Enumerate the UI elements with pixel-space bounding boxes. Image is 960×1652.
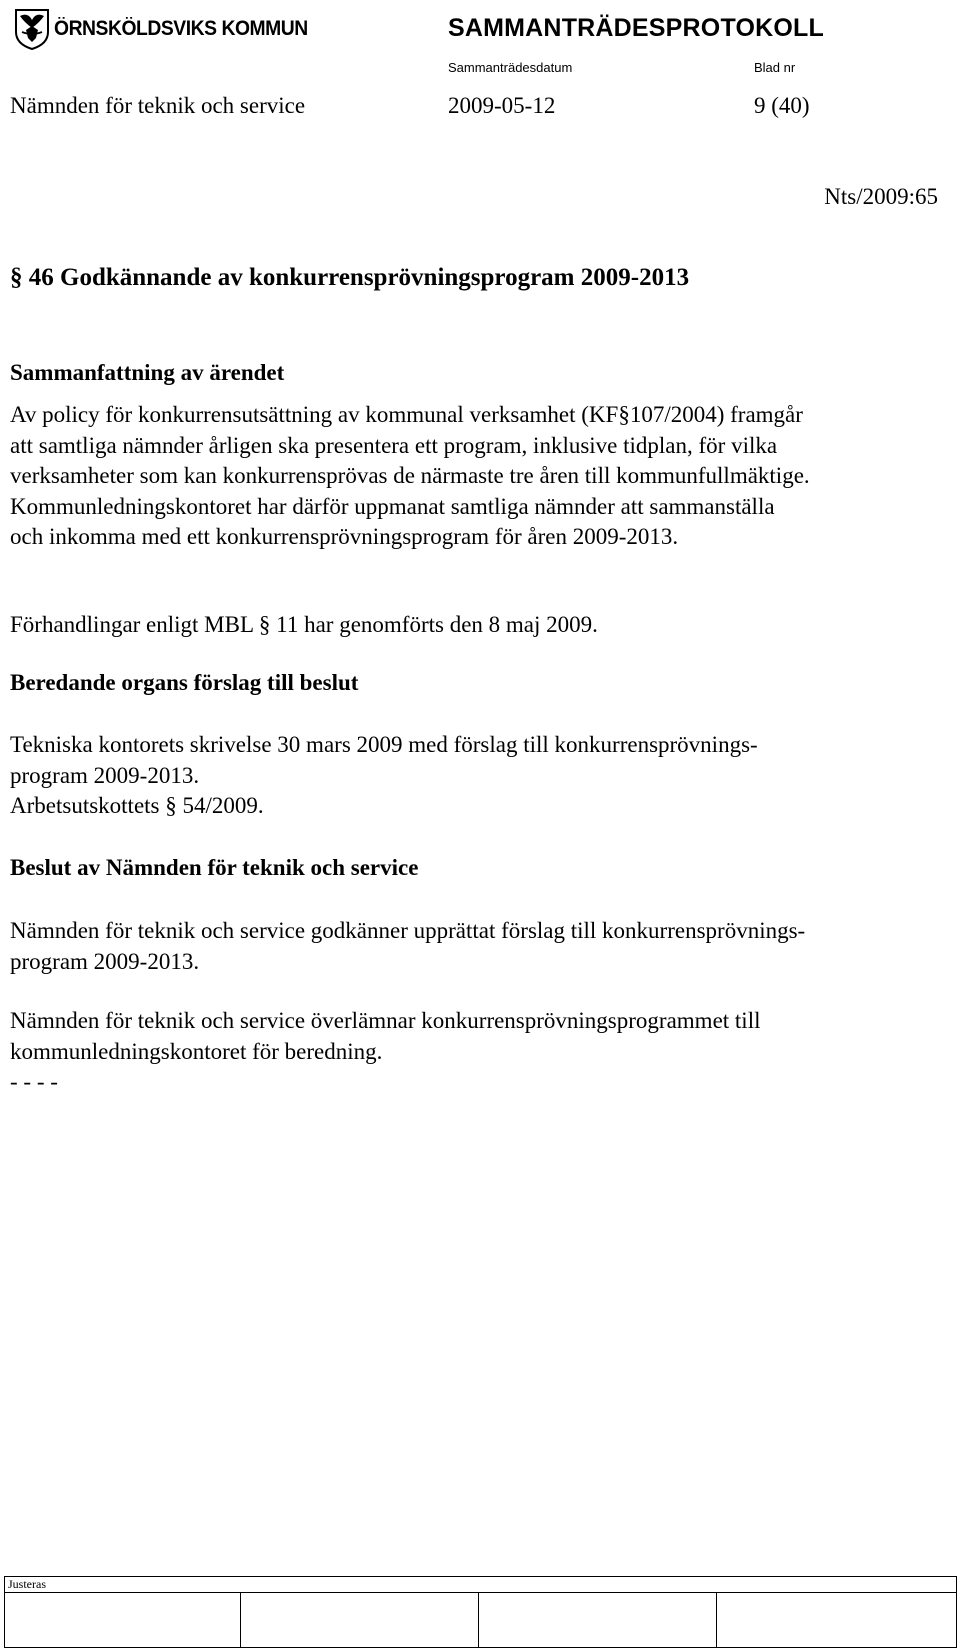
signature-cell bbox=[717, 1593, 957, 1648]
decision-paragraph-2 bbox=[10, 1006, 760, 1098]
decision-line: kommunledningskontoret för beredning. bbox=[10, 1038, 383, 1064]
signature-table bbox=[4, 1576, 957, 1648]
summary-line: att samtliga nämnder årligen ska presentera ett program, inklusive tidplan, för vilka bbox=[10, 432, 778, 458]
summary-line: Kommunledningskontoret har därför uppmanat samtliga nämnder att sammanställa bbox=[10, 493, 775, 519]
summary-line: verksamheter som kan konkurrensprövas de närmaste tre åren till kommunfullmäktige. bbox=[10, 463, 810, 488]
organization-name: ÖRNSKÖLDSVIKS KOMMUN bbox=[54, 17, 308, 40]
section-title: § 46 Godkännande av konkurrensprövningsprogram 2009-2013 bbox=[10, 264, 690, 291]
end-marker: - - - - bbox=[10, 1069, 58, 1094]
coat-of-arms-icon bbox=[14, 8, 50, 50]
summary-line: och inkomma med ett konkurrensprövningsprogram för åren 2009-2013. bbox=[10, 524, 679, 549]
proposal-heading: Beredande organs förslag till beslut bbox=[10, 670, 359, 695]
case-number: Nts/2009:65 bbox=[824, 184, 938, 209]
proposal-line: program 2009-2013. bbox=[10, 762, 200, 788]
decision-line: Nämnden för teknik och service godkänner upprättat förslag till konkurrensprövnings- bbox=[10, 918, 806, 943]
decision-line: program 2009-2013. bbox=[10, 948, 200, 974]
proposal-line: Arbetsutskottets § 54/2009. bbox=[10, 793, 264, 818]
negotiation-text: Förhandlingar enligt MBL § 11 har genomförts den 8 maj 2009. bbox=[10, 612, 598, 637]
page-number: 9 (40) bbox=[754, 93, 810, 118]
signature-cell bbox=[241, 1593, 479, 1648]
committee-name: Nämnden för teknik och service bbox=[10, 93, 306, 118]
summary-heading: Sammanfattning av ärendet bbox=[10, 360, 285, 385]
decision-heading: Beslut av Nämnden för teknik och service bbox=[10, 855, 419, 880]
signature-cell bbox=[479, 1593, 717, 1648]
decision-paragraph-1 bbox=[10, 916, 805, 977]
page-label: Blad nr bbox=[754, 60, 796, 75]
justeras-label: Justeras bbox=[5, 1577, 957, 1593]
proposal-line: Tekniska kontorets skrivelse 30 mars 2009 med förslag till konkurrensprövnings- bbox=[10, 732, 758, 757]
document-type: SAMMANTRÄDESPROTOKOLL bbox=[448, 14, 824, 42]
proposal-paragraph bbox=[10, 730, 758, 822]
date-label: Sammanträdesdatum bbox=[448, 60, 573, 75]
summary-paragraph bbox=[10, 400, 810, 553]
municipality-logo bbox=[14, 8, 330, 50]
summary-line: Av policy för konkurrensutsättning av kommunal verksamhet (KF§107/2004) framgår bbox=[10, 402, 803, 427]
decision-line: Nämnden för teknik och service överlämnar konkurrensprövningsprogrammet till bbox=[10, 1008, 761, 1033]
meeting-date: 2009-05-12 bbox=[448, 93, 556, 118]
negotiation-paragraph bbox=[10, 610, 598, 641]
signature-cell bbox=[5, 1593, 241, 1648]
